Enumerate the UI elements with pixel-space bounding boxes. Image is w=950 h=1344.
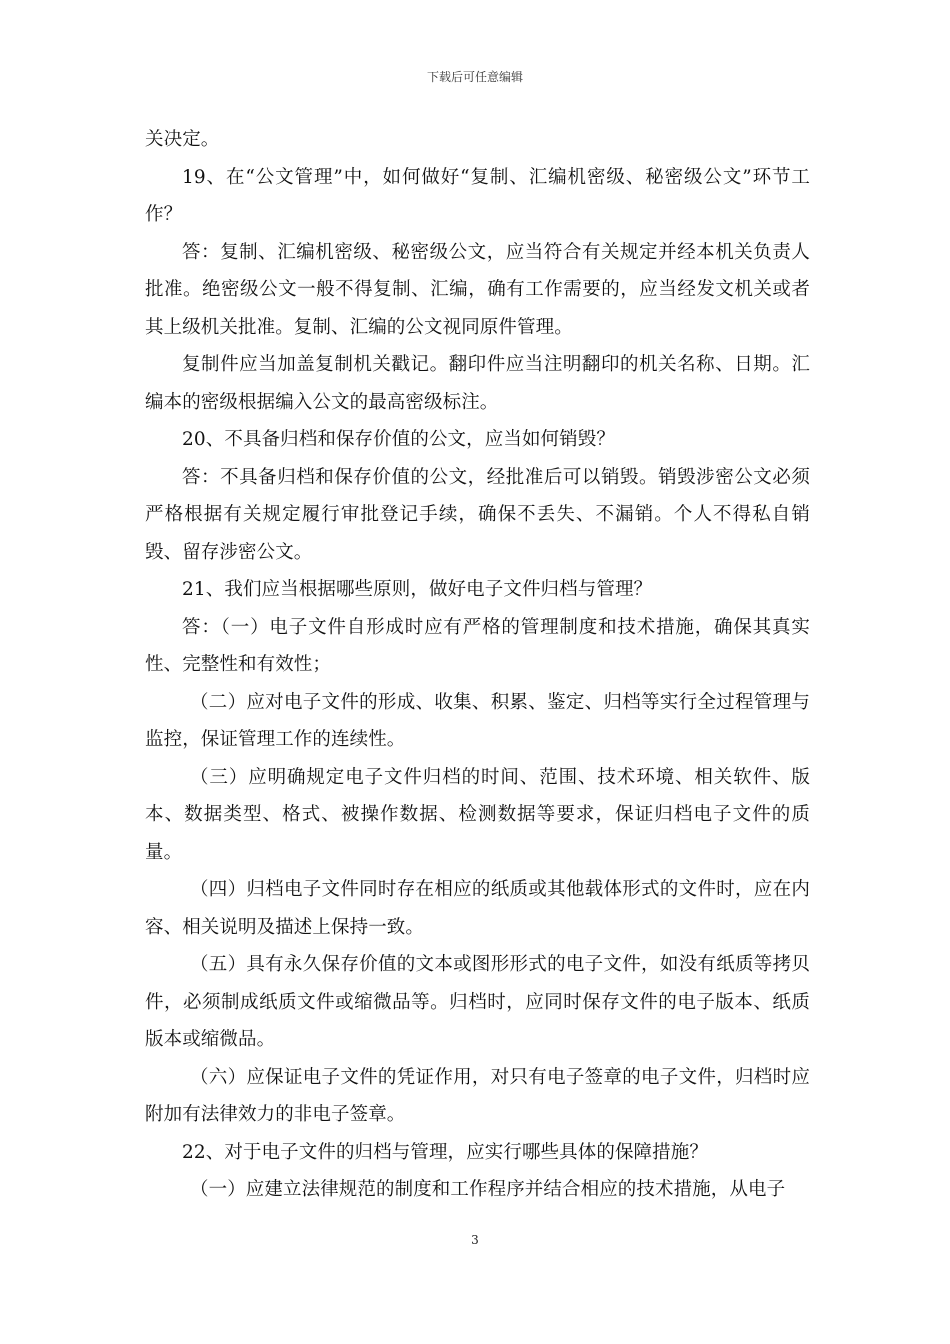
answer-19-continued: 复制件应当加盖复制机关戳记。翻印件应当注明翻印的机关名称、日期。汇编本的密级根据编入公文的最高密级标注。 [145, 354, 810, 413]
page-number: 3 [471, 1233, 479, 1247]
answer-22-item-1: （一）应建立法律规范的制度和工作程序并结合相应的技术措施，从电子 [190, 1179, 786, 1200]
document-body [145, 121, 810, 1209]
answer-21-item-5: （五）具有永久保存价值的文本或图形形式的电子文件，如没有纸质等拷贝件，必须制成纸质文件或缩微品等。归档时，应同时保存文件的电子版本、纸质版本或缩微品。 [145, 954, 810, 1050]
answer-21-item-6: （六）应保证电子文件的凭证作用，对只有电子签章的电子文件，归档时应附加有法律效力的非电子签章。 [145, 1066, 810, 1125]
answer-21-item-2: （二）应对电子文件的形成、收集、积累、鉴定、归档等实行全过程管理与监控，保证管理工作的连续性。 [145, 691, 810, 750]
question-22: 22、对于电子文件的归档与管理，应实行哪些具体的保障措施？ [182, 1141, 708, 1163]
answer-21-item-4: （四）归档电子文件同时存在相应的纸质或其他载体形式的文件时，应在内容、相关说明及描述上保持一致。 [145, 879, 810, 938]
page-header: 下载后可任意编辑 [426, 70, 523, 84]
question-20: 20、不具备归档和保存价值的公文，应当如何销毁？ [182, 429, 615, 450]
answer-20: 答：不具备归档和保存价值的公文，经批准后可以销毁。销毁涉密公文必须严格根据有关规定履行审批登记手续，确保不丢失、不漏销。个人不得私自销毁、留存涉密公文。 [145, 466, 810, 563]
question-19: 19、在“公文管理”中，如何做好“复制、汇编机密级、秘密级公文”环节工作？ [145, 166, 810, 225]
answer-21-item-1: 答：（一）电子文件自形成时应有严格的管理制度和技术措施，确保其真实性、完整性和有效性； [145, 616, 810, 675]
answer-19: 答：复制、汇编机密级、秘密级公文，应当符合有关规定并经本机关负责人批准。绝密级公文一般不得复制、汇编，确有工作需要的，应当经发文机关或者其上级机关批准。复制、汇编的公文视同原件管理。 [145, 241, 810, 338]
paragraph-continuation: 关决定。 [145, 129, 220, 150]
answer-21-item-3: （三）应明确规定电子文件归档的时间、范围、技术环境、相关软件、版本、数据类型、格式、被操作数据、检测数据等要求，保证归档电子文件的质量。 [145, 766, 810, 863]
question-21: 21、我们应当根据哪些原则，做好电子文件归档与管理？ [182, 579, 653, 600]
